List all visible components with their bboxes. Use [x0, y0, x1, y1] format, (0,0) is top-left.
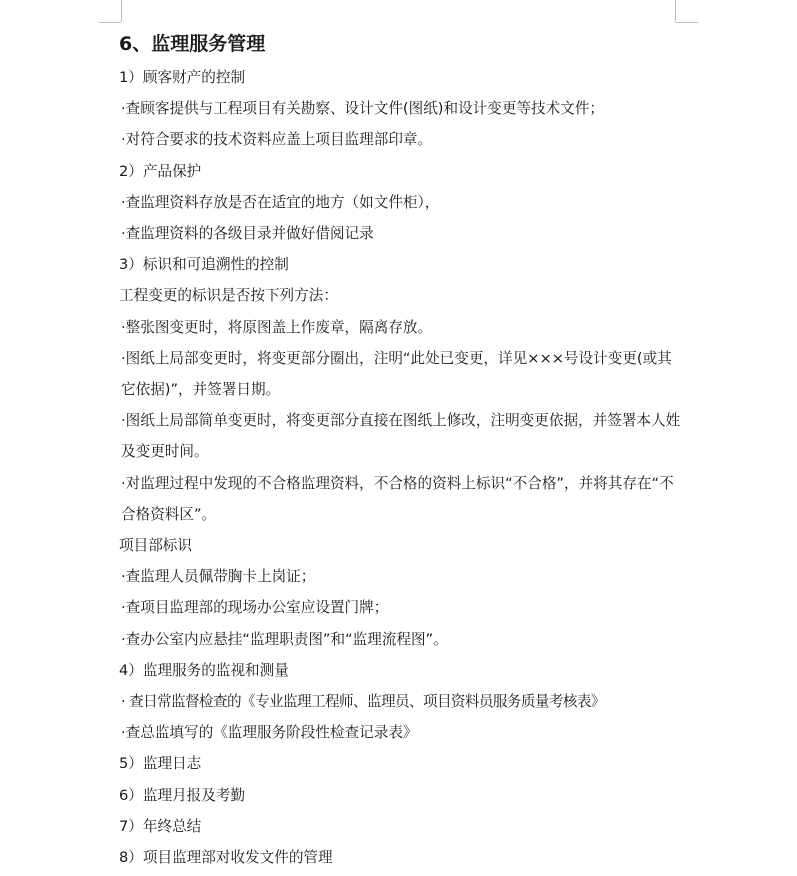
- list-item: ·图纸上局部简单变更时，将变更部分直接在图纸上修改，注明变更依据，并签署本人姓及变更时间。: [121, 412, 681, 461]
- list-item: ·查监理人员佩带胸卡上岗证；: [121, 568, 316, 586]
- list-item: ·查总监填写的《监理服务阶段性检查记录表》: [121, 724, 418, 742]
- subheading-year-end-summary: 7）年终总结: [119, 817, 202, 835]
- section-heading: 6、监理服务管理: [119, 33, 266, 55]
- list-item: ·查顾客提供与工程项目有关勘察、设计文件(图纸)和设计变更等技术文件；: [121, 100, 605, 118]
- list-item: ·查监理资料存放是否在适宜的地方（如文件柜），: [121, 193, 440, 211]
- crop-mark-top-right-vertical: [675, 0, 676, 22]
- subheading-document-management: 8）项目监理部对收发文件的管理: [119, 849, 333, 867]
- subheading-monthly-report: 6）监理月报及考勤: [119, 786, 246, 804]
- crop-mark-top-right-horizontal: [676, 22, 698, 23]
- list-item: ·对监理过程中发现的不合格监理资料，不合格的资料上标识“不合格”，并将其存在“不合格资料区”。: [121, 474, 674, 523]
- crop-mark-top-left-vertical: [121, 0, 122, 22]
- list-item: ·图纸上局部变更时，将变更部分圈出，注明“此处已变更，详见×××号设计变更(或其它依据)”，并签署日期。: [121, 349, 672, 399]
- subheading-customer-property: 1）顾客财产的控制: [119, 69, 246, 86]
- list-item: · 查日常监督检查的《专业监理工程师、监理员、项目资料员服务质量考核表》: [121, 693, 605, 711]
- list-item: ·对符合要求的技术资料应盖上项目监理部印章。: [121, 131, 433, 149]
- list-item: ·整张图变更时，将原图盖上作废章，隔离存放。: [121, 318, 433, 336]
- list-item: ·查项目监理部的现场办公室应设置门牌；: [121, 599, 389, 617]
- paragraph-text: 工程变更的标识是否按下列方法：: [119, 287, 338, 305]
- subheading-supervision-log: 5）监理日志: [119, 755, 202, 773]
- crop-mark-top-left-horizontal: [99, 22, 121, 23]
- subheading-project-identification: 项目部标识: [119, 537, 192, 555]
- subheading-monitoring-measurement: 4）监理服务的监视和测量: [119, 661, 289, 679]
- subheading-identification-traceability: 3）标识和可追溯性的控制: [119, 256, 289, 274]
- list-item: ·查监理资料的各级目录并做好借阅记录: [121, 225, 374, 243]
- document-page: [119, 29, 684, 873]
- subheading-product-protection: 2）产品保护: [119, 162, 202, 180]
- list-item: ·查办公室内应悬挂“监理职责图”和“监理流程图”。: [121, 630, 448, 648]
